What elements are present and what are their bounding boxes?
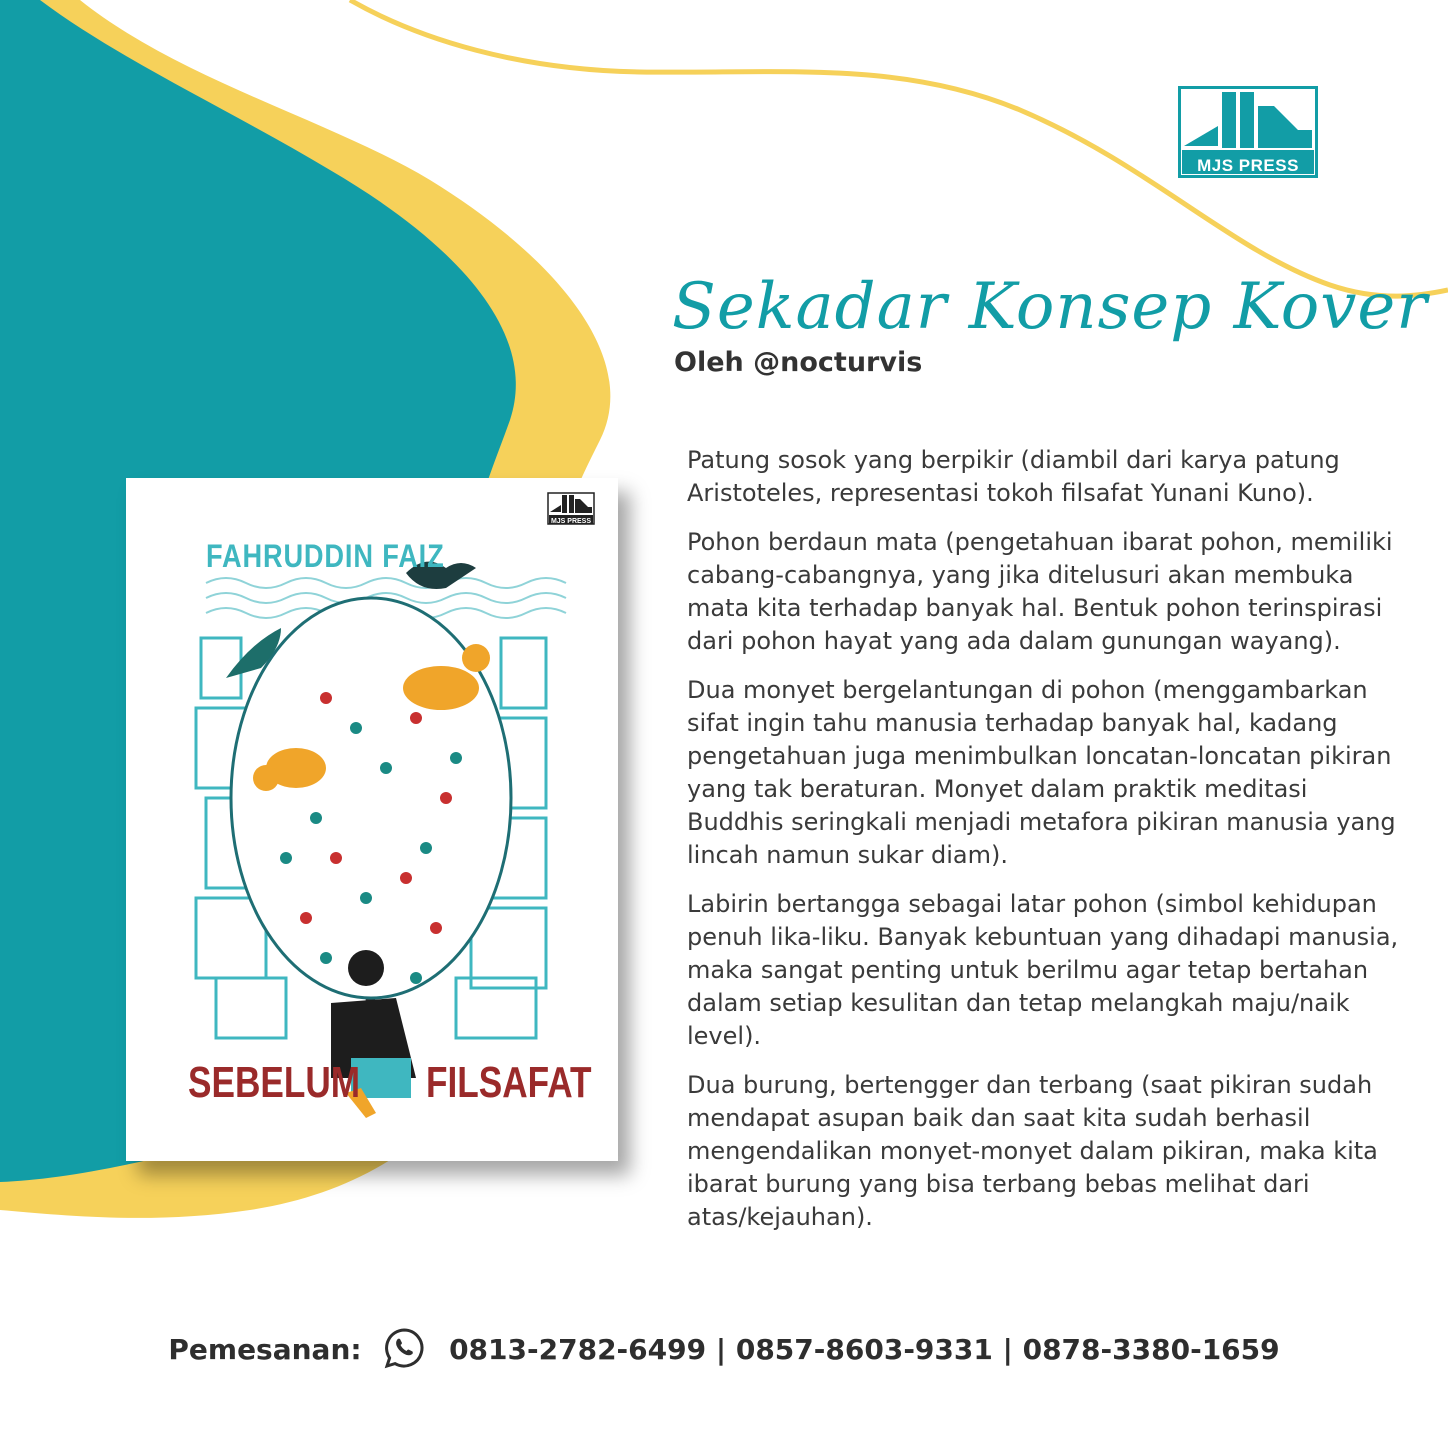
mjs-press-logo [1178, 86, 1318, 178]
description-paragraph: Labirin bertangga sebagai latar pohon (simbol kehidupan penuh lika-liku. Banyak kebuntuan yang dihadapi manusia, maka sangat penting untuk berilmu agar tetap bertahan dalam setiap kesulitan dan tetap melangkah maju/naik level). [687, 890, 1399, 1050]
description [687, 444, 1407, 1250]
order-phone-numbers: 0813-2782-6499 | 0857-8603-9331 | 0878-3380-1659 [449, 1333, 1280, 1366]
cover-logo-text: MJS PRESS [550, 518, 592, 525]
whatsapp-icon [383, 1327, 425, 1369]
byline: Oleh @nocturvis [674, 347, 923, 378]
description-paragraph: Dua monyet bergelantungan di pohon (menggambarkan sifat ingin tahu manusia terhadap banyak hal, kadang pengetahuan juga menimbulkan loncatan-loncatan pikiran yang tak beraturan. Monyet dalam praktik meditasi Buddhis seringkali menjadi metafora pikiran manusia yang lincah namun sukar diam). [687, 676, 1396, 869]
cover-author: FAHRUDDIN FAIZ [206, 538, 445, 574]
book-cover [126, 478, 618, 1161]
description-paragraph: Pohon berdaun mata (pengetahuan ibarat pohon, memiliki cabang-cabangnya, yang jika ditelusuri akan membuka mata kita terhadap banyak hal. Bentuk pohon terinspirasi dari pohon hayat yang ada dalam gunungan wayang). [687, 528, 1393, 655]
order-footer [0, 1330, 1448, 1372]
page-title: Sekadar Konsep Kover [672, 270, 1428, 344]
description-paragraph: Dua burung, bertengger dan terbang (saat pikiran sudah mendapat asupan baik dan saat kita sudah berhasil mengendalikan monyet-monyet dalam pikiran, maka kita ibarat burung yang bisa terbang bebas melihat dari atas/kejauhan). [687, 1071, 1378, 1231]
description-paragraph: Patung sosok yang berpikir (diambil dari karya patung Aristoteles, representasi tokoh filsafat Yunani Kuno). [687, 446, 1340, 507]
cover-title-right: FILSAFAT [426, 1058, 592, 1107]
cover-title-left: SEBELUM [188, 1058, 361, 1107]
cover-mjs-logo [547, 492, 595, 525]
logo-text: MJS PRESS [1197, 156, 1299, 175]
order-label: Pemesanan: [168, 1333, 362, 1366]
